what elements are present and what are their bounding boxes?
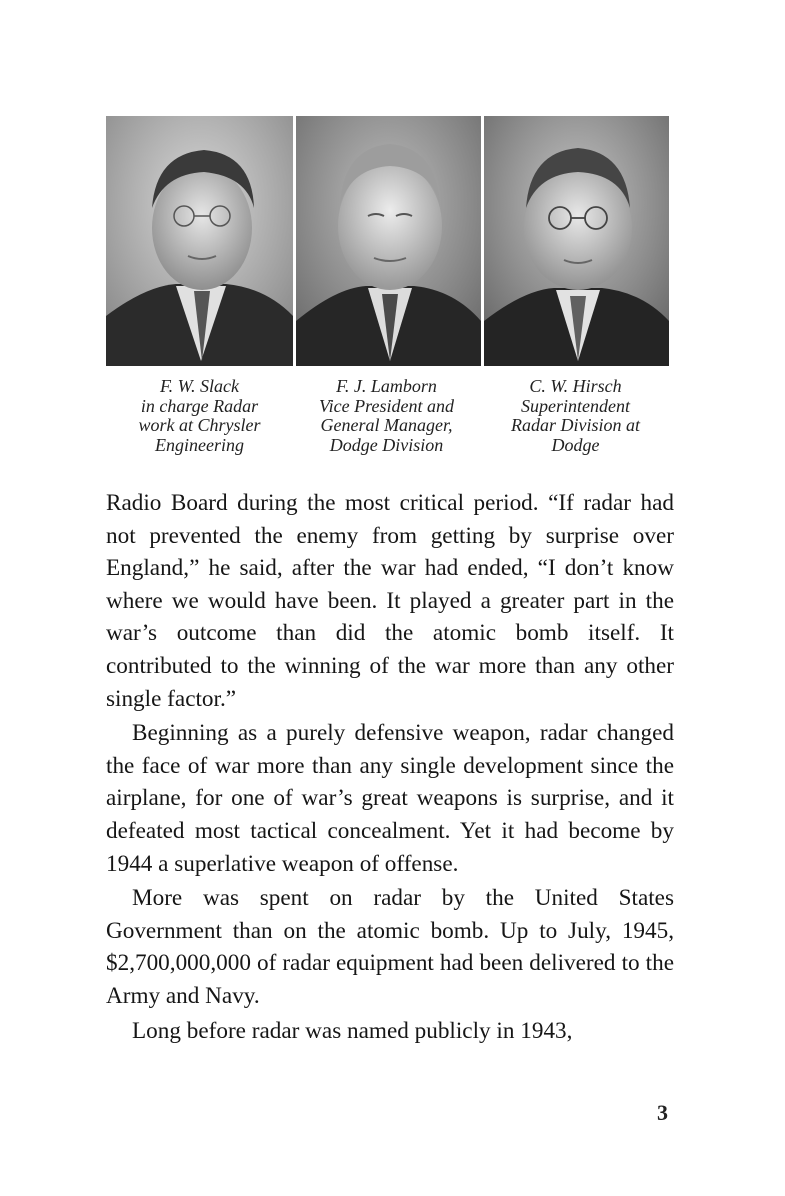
- portrait-photo-slack: [106, 116, 293, 366]
- caption-line: Engineering: [155, 434, 244, 455]
- caption-line: General Manager,: [320, 415, 453, 435]
- paragraph: Beginning as a purely defensive weapon, radar changed the face of war more than any single development since the airplane, for one of war’s great weapons is surprise, and it defeated most tactical concealment. Yet it had become by 1944 a superlative weapon of offense.: [106, 720, 674, 877]
- caption-line: Radar Division at: [511, 415, 640, 435]
- photo-caption-slack: [106, 377, 293, 455]
- caption-line: Dodge Division: [329, 434, 444, 455]
- paragraph: Long before radar was named publicly in 1943,: [132, 1017, 573, 1044]
- portrait-photo-hirsch: [484, 116, 669, 366]
- paragraph: Radio Board during the most critical period. “If radar had not prevented the enemy from getting by surprise over England,” he said, after the war had ended, “I don’t know where we would have been. It played a greater part in the war’s outcome than did the atomic bomb itself. It contributed to the winning of the war more than any other single factor.”: [106, 490, 674, 712]
- caption-line: in charge Radar: [140, 395, 259, 416]
- body-text: [106, 487, 674, 1049]
- caption-line: Dodge: [551, 434, 600, 455]
- caption-line: work at Chrysler: [138, 415, 261, 435]
- page-number: 3: [657, 1100, 668, 1125]
- photo-caption-lamborn: [293, 377, 480, 455]
- photo-caption-hirsch: [482, 377, 669, 455]
- portrait-photo-row: [106, 116, 669, 366]
- caption-line: C. W. Hirsch: [529, 376, 622, 396]
- caption-line: Vice President and: [319, 395, 454, 416]
- paragraph: More was spent on radar by the United States Government than on the atomic bomb. Up to July, 1945, $2,700,000,000 of radar equipment had been delivered to the Army and Navy.: [106, 885, 674, 1009]
- portrait-photo-lamborn: [296, 116, 481, 366]
- caption-line: F. W. Slack: [160, 376, 239, 396]
- caption-line: F. J. Lamborn: [336, 376, 437, 396]
- caption-line: Superintendent: [521, 395, 630, 416]
